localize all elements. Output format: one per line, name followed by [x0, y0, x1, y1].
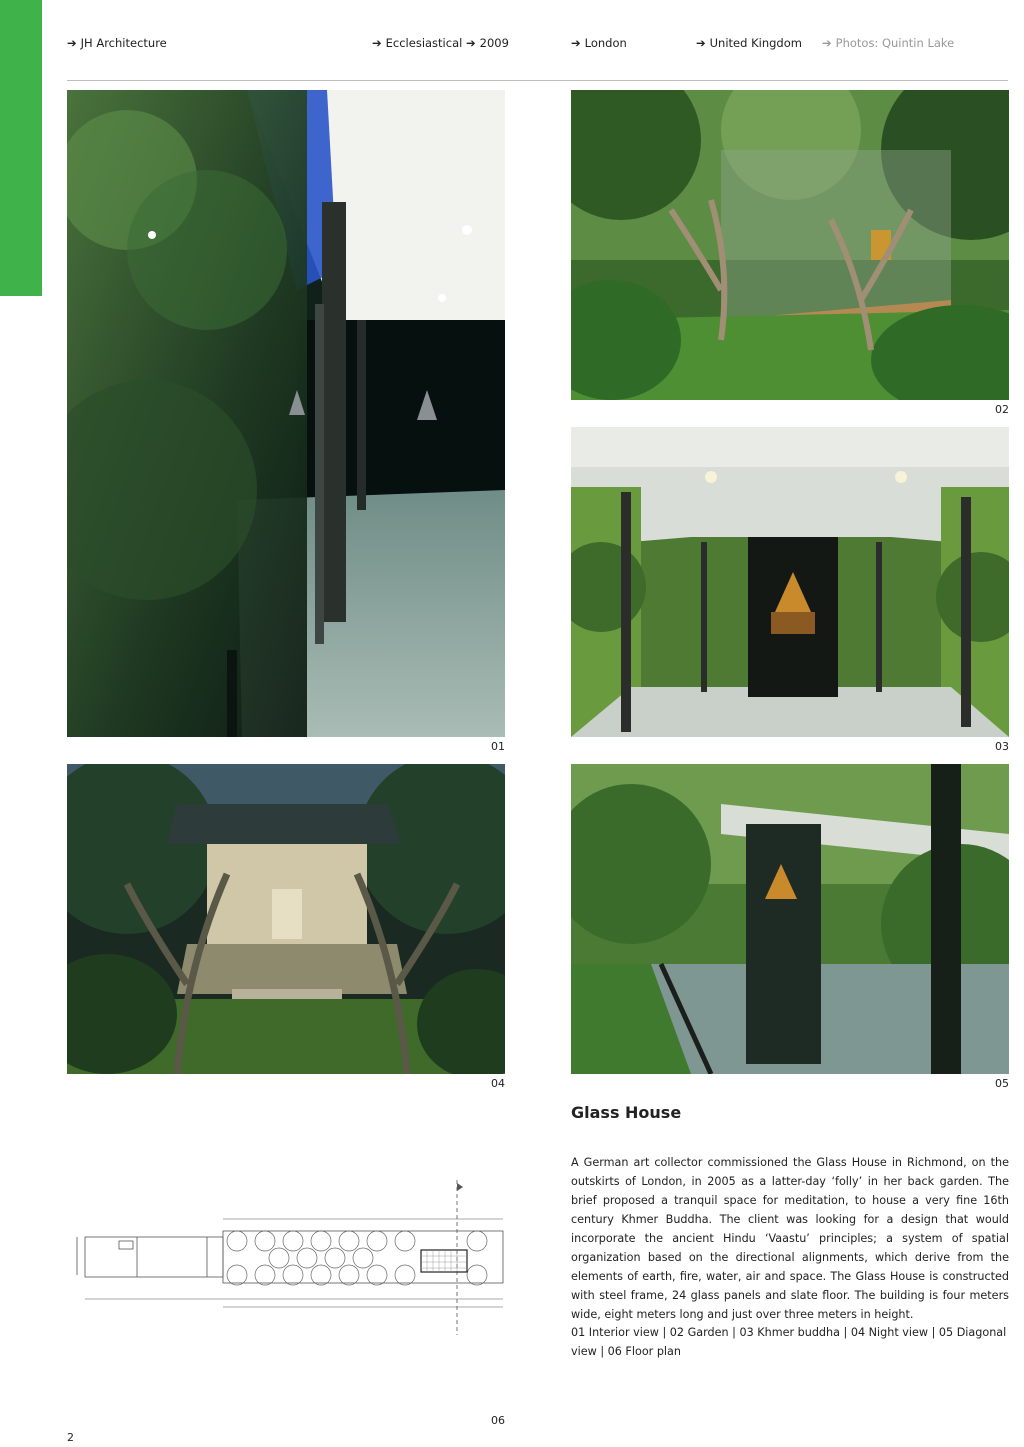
header-photo-credit: ➔ Photos: Quintin Lake	[822, 36, 955, 50]
header-architect: ➔ JH Architecture	[67, 36, 167, 50]
floor-plan-drawing	[67, 1175, 505, 1343]
header-city: ➔ London	[571, 36, 627, 50]
photo-number-04: 04	[491, 1077, 505, 1090]
article-title: Glass House	[571, 1103, 682, 1122]
article-body: A German art collector commissioned the Glass House in Richmond, on the outskirts of London, in 2005 as a latter-day ‘folly’ in her back garden. The brief proposed a tranquil space for meditation, to house a very fine 16th century Khmer Buddha. The client was looking for a design that would incorporate the ancient Hindu ‘Vaastu’ principles; a system of spatial organization based on the directional alignments, which derive from the elements of earth, fire, water, air and space. The Glass House is constructed with steel frame, 24 glass panels and slate floor. The building is four meters wide, eight meters long and just over three meters in height.	[571, 1156, 1009, 1321]
photo-interior-view	[67, 90, 505, 737]
plan-number-06: 06	[491, 1414, 505, 1427]
photo-garden	[571, 90, 1009, 400]
photo-caption-list: 01 Interior view | 02 Garden | 03 Khmer buddha | 04 Night view | 05 Diagonal view | 06 Floor plan	[571, 1326, 1007, 1358]
header-category: ➔ Ecclesiastical	[372, 36, 463, 50]
header-year: ➔ 2009	[466, 36, 509, 50]
header-country-label: United Kingdom	[709, 36, 802, 50]
header-year-label: 2009	[479, 36, 509, 50]
photo-khmer-buddha	[571, 427, 1009, 737]
photo-number-03: 03	[995, 740, 1009, 753]
header-photo-credit-label: Photos: Quintin Lake	[835, 36, 955, 50]
header-category-label: Ecclesiastical	[385, 36, 463, 50]
photo-night-view	[67, 764, 505, 1074]
header-country: ➔ United Kingdom	[696, 36, 802, 50]
photo-number-01: 01	[491, 740, 505, 753]
header-city-label: London	[584, 36, 627, 50]
header-rule	[67, 80, 1008, 81]
photo-diagonal-view	[571, 764, 1009, 1074]
header-architect-label: JH Architecture	[80, 36, 167, 50]
photo-number-05: 05	[995, 1077, 1009, 1090]
section-color-tab	[0, 0, 42, 296]
photo-number-02: 02	[995, 403, 1009, 416]
page-number: 2	[67, 1431, 74, 1444]
